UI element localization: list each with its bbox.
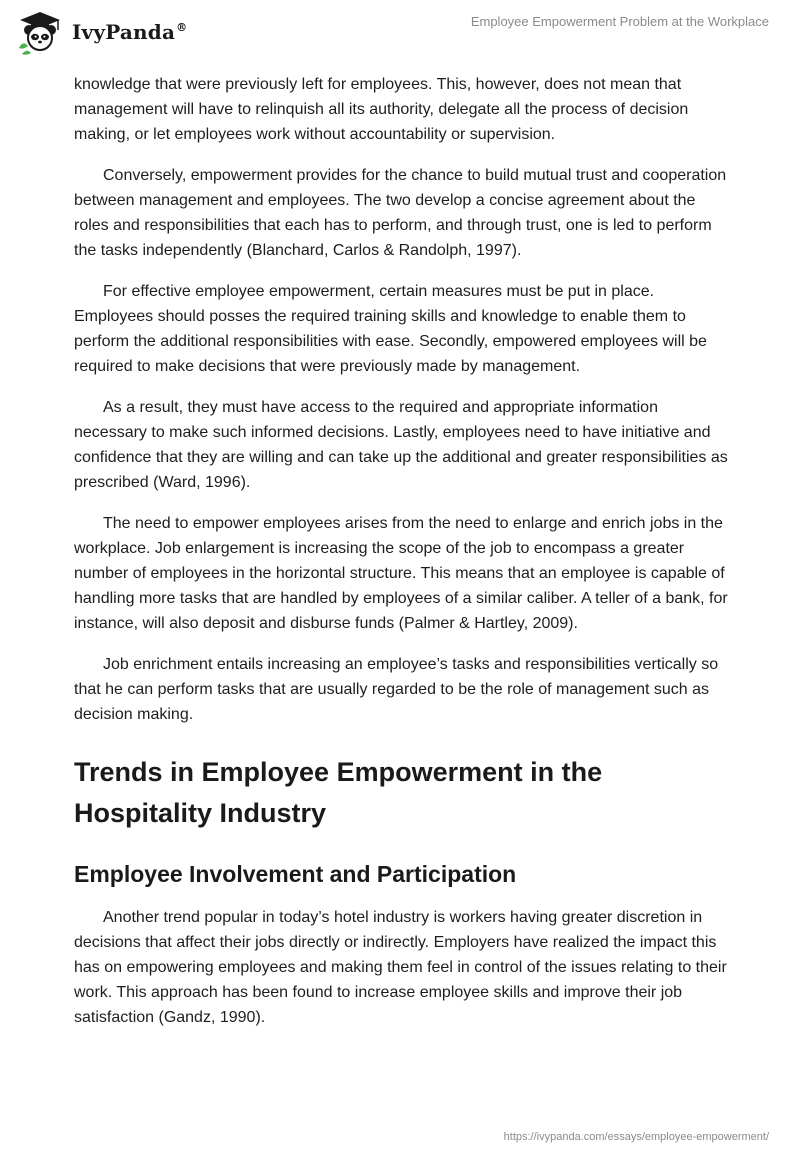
page-header [0,0,800,70]
paragraph-2: Conversely, empowerment provides for the chance to build mutual trust and cooperation between management and employees. The two develop a concise agreement about the roles and responsibilities that each has to perform, and through trust, one is led to perform the tasks independently (Blanchard, Carlos & Randolph, 1997). [74,167,727,259]
paragraph-3: For effective employee empowerment, certain measures must be put in place. Employees should posses the required training skills and knowledge to enable them to perform the additional responsibilities with ease. Secondly, empowered employees will be required to make decisions that were previously made by management. [74,283,707,375]
paragraph-7: Another trend popular in today’s hotel industry is workers having greater discretion in decisions that affect their jobs directly or indirectly. Employers have realized the impact this has on empowering employees and making them feel in control of the issues relating to their work. This approach has been found to increase employee skills and improve their job satisfaction (Gandz, 1990). [74,909,727,1026]
subsection-heading: Employee Involvement and Participation [74,861,517,887]
document-title: Employee Empowerment Problem at the Workplace [470,14,769,29]
paragraph-4: As a result, they must have access to the required and appropriate information necessary to make such informed decisions. Lastly, employees need to have initiative and confidence that they are willing and can take up the additional and greater responsibilities as prescribed (Ward, 1996). [74,399,728,491]
registered-mark: ® [176,21,188,35]
ivypanda-logo[interactable] [14,8,187,56]
paragraph-5: The need to empower employees arises from the need to enlarge and enrich jobs in the workplace. Job enlargement is increasing the scope of the job to encompass a greater number of employees in the horizontal structure. This means that an employee is capable of handling more tasks that are handled by employees of a similar caliber. A teller of a bank, for instance, will also deposit and disburse funds (Palmer & Hartley, 2009). [74,515,728,632]
logo-wordmark: IvyPanda® [72,20,188,44]
paragraph-6: Job enrichment entails increasing an employee’s tasks and responsibilities vertically so that he can perform tasks that are usually regarded to be the role of management such as decision making. [74,656,719,723]
paragraph-1: knowledge that were previously left for employees. This, however, does not mean that management will have to relinquish all its authority, delegate all the process of decision making, or let employees work without accountability or supervision. [74,76,689,143]
section-heading: Trends in Employee Empowerment in the Hospitality Industry [74,757,603,828]
panda-graduate-icon [14,8,66,56]
source-url[interactable]: https://ivypanda.com/essays/employee-empowerment/ [503,1131,769,1143]
essay-content [74,72,728,1046]
